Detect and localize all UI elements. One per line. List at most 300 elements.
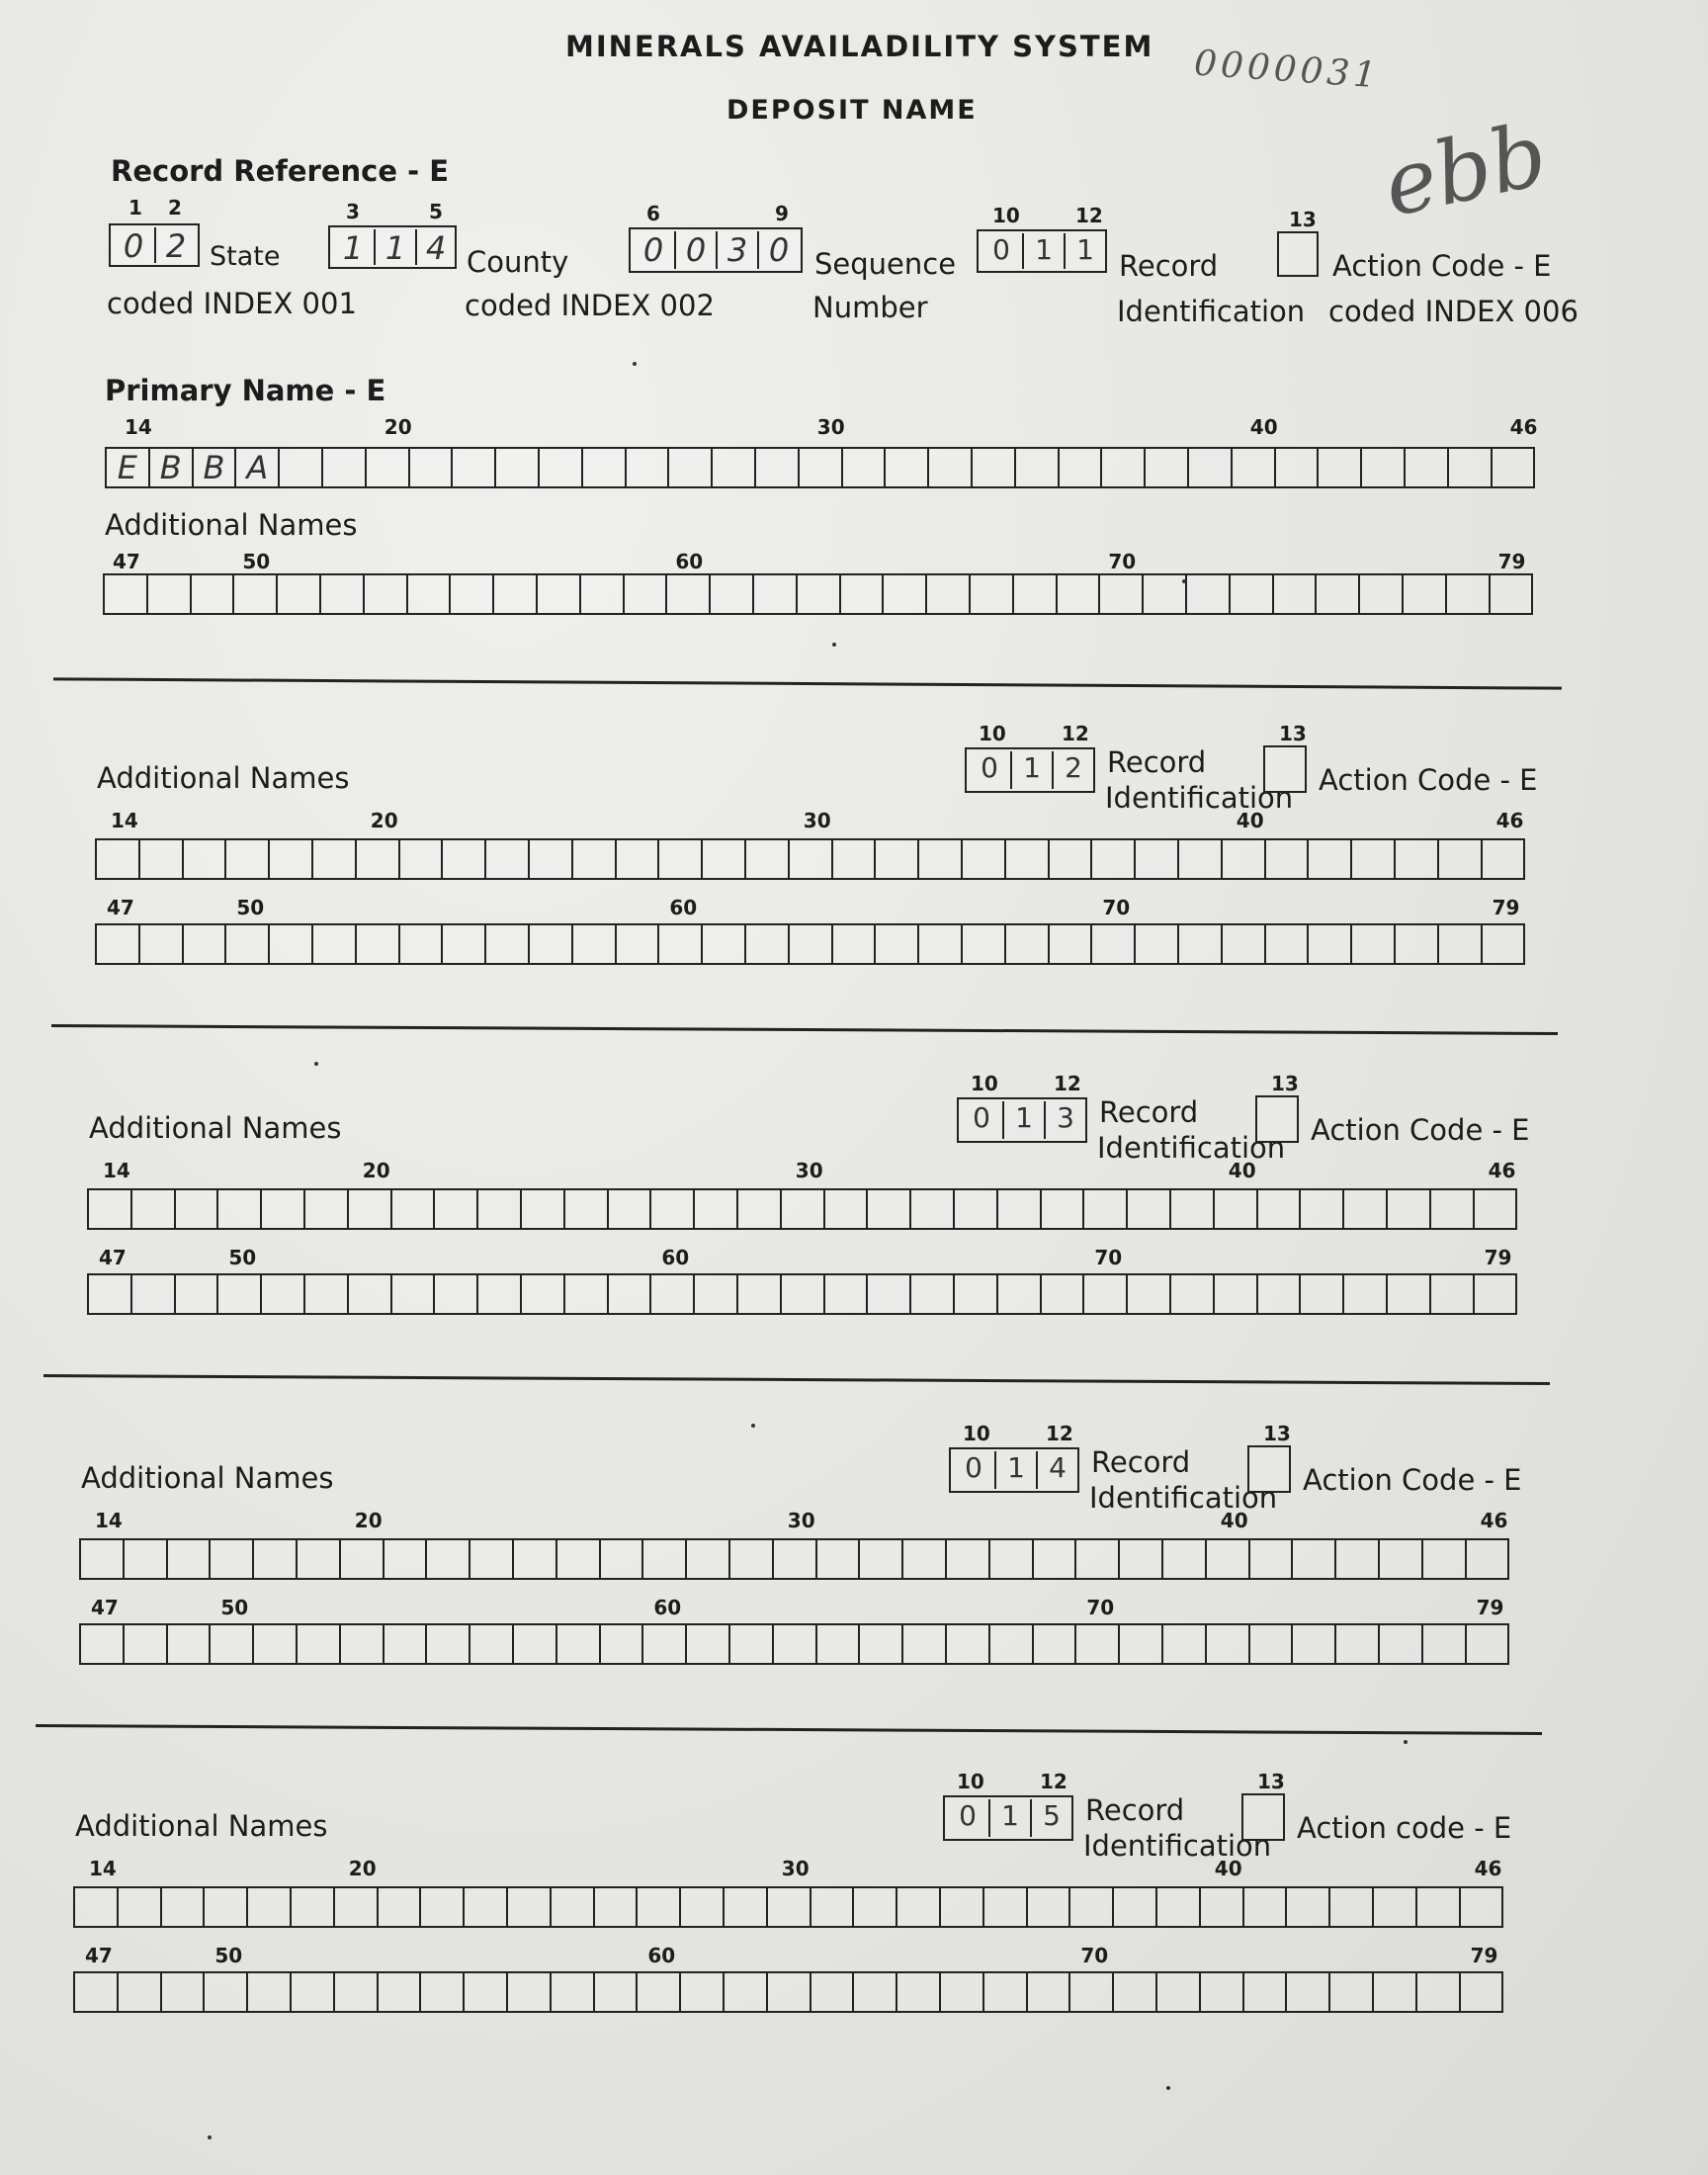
additional-names-cell[interactable] bbox=[607, 1188, 652, 1230]
additional-names-cell[interactable] bbox=[138, 838, 184, 880]
additional-names-cell[interactable] bbox=[866, 1273, 911, 1315]
additional-names-cell[interactable] bbox=[555, 1538, 601, 1580]
additional-names-cell[interactable] bbox=[1032, 1623, 1077, 1665]
additional-names-cell[interactable] bbox=[1090, 838, 1136, 880]
additional-names-cell[interactable] bbox=[1291, 1538, 1336, 1580]
additional-names-cell[interactable] bbox=[815, 1538, 861, 1580]
additional-names-cell[interactable] bbox=[917, 923, 963, 965]
additional-names-cell[interactable] bbox=[925, 573, 971, 615]
additional-names-cell[interactable] bbox=[1248, 1623, 1294, 1665]
additional-names-cell[interactable] bbox=[311, 838, 357, 880]
action-code-field[interactable] bbox=[1255, 1095, 1299, 1143]
additional-names-cell[interactable] bbox=[246, 1971, 292, 2013]
action-code-field[interactable] bbox=[1263, 745, 1307, 793]
primary-name-cell[interactable] bbox=[538, 447, 583, 488]
additional-names-cell[interactable] bbox=[866, 1188, 911, 1230]
additional-names-cell[interactable] bbox=[252, 1623, 298, 1665]
additional-names-cell[interactable] bbox=[1068, 1886, 1114, 1928]
additional-names-cell[interactable] bbox=[1213, 1188, 1258, 1230]
additional-names-cell[interactable] bbox=[728, 1538, 774, 1580]
additional-names-cell[interactable] bbox=[347, 1188, 392, 1230]
additional-names-cell[interactable] bbox=[1272, 573, 1318, 615]
primary-name-cell[interactable] bbox=[1144, 447, 1189, 488]
additional-names-cell[interactable] bbox=[550, 1971, 595, 2013]
additional-names-cell[interactable] bbox=[657, 838, 703, 880]
additional-names-cell[interactable] bbox=[996, 1188, 1042, 1230]
additional-names-cell[interactable] bbox=[1358, 573, 1404, 615]
additional-names-cell[interactable] bbox=[744, 923, 790, 965]
primary-name-cell[interactable] bbox=[1014, 447, 1060, 488]
additional-names-cell[interactable] bbox=[1291, 1623, 1336, 1665]
additional-names-cell[interactable] bbox=[363, 573, 408, 615]
additional-names-cell[interactable] bbox=[550, 1886, 595, 1928]
additional-names-cell[interactable] bbox=[780, 1273, 825, 1315]
additional-names-cell[interactable] bbox=[1386, 1188, 1431, 1230]
additional-names-cell[interactable] bbox=[772, 1623, 817, 1665]
additional-names-cell[interactable] bbox=[174, 1273, 219, 1315]
additional-names-cell[interactable] bbox=[87, 1273, 132, 1315]
additional-names-cell[interactable] bbox=[79, 1623, 125, 1665]
additional-names-cell[interactable] bbox=[1213, 1273, 1258, 1315]
additional-names-cell[interactable] bbox=[1394, 923, 1439, 965]
additional-names-cell[interactable] bbox=[1372, 1886, 1417, 1928]
additional-names-cell[interactable] bbox=[1026, 1971, 1071, 2013]
additional-names-cell[interactable] bbox=[679, 1971, 725, 2013]
primary-name-cell[interactable] bbox=[1274, 447, 1320, 488]
additional-names-cell[interactable] bbox=[146, 573, 192, 615]
additional-names-cell[interactable] bbox=[953, 1273, 998, 1315]
additional-names-cell[interactable] bbox=[961, 838, 1006, 880]
additional-names-cell[interactable] bbox=[268, 923, 313, 965]
additional-names-cell[interactable] bbox=[476, 1188, 522, 1230]
additional-names-cell[interactable] bbox=[939, 1971, 984, 2013]
primary-name-cell[interactable] bbox=[841, 447, 887, 488]
additional-names-cell[interactable] bbox=[333, 1971, 379, 2013]
additional-names-cell[interactable] bbox=[512, 1623, 557, 1665]
additional-names-cell[interactable] bbox=[766, 1971, 811, 2013]
primary-name-cell[interactable] bbox=[1187, 447, 1233, 488]
additional-names-cell[interactable] bbox=[641, 1538, 687, 1580]
additional-names-cell[interactable] bbox=[296, 1623, 341, 1665]
additional-names-cell[interactable] bbox=[852, 1886, 897, 1928]
additional-names-cell[interactable] bbox=[649, 1188, 695, 1230]
additional-names-cell[interactable] bbox=[780, 1188, 825, 1230]
additional-names-cell[interactable] bbox=[636, 1886, 681, 1928]
additional-names-cell[interactable] bbox=[406, 573, 452, 615]
additional-names-cell[interactable] bbox=[961, 923, 1006, 965]
additional-names-cell[interactable] bbox=[1264, 923, 1310, 965]
additional-names-cell[interactable] bbox=[1056, 573, 1101, 615]
primary-name-cell[interactable] bbox=[451, 447, 496, 488]
additional-names-cell[interactable] bbox=[1256, 1188, 1302, 1230]
additional-names-cell[interactable] bbox=[623, 573, 668, 615]
additional-names-cell[interactable] bbox=[303, 1188, 349, 1230]
additional-names-cell[interactable] bbox=[593, 1886, 639, 1928]
additional-names-cell[interactable] bbox=[123, 1538, 168, 1580]
additional-names-cell[interactable] bbox=[988, 1538, 1034, 1580]
additional-names-cell[interactable] bbox=[709, 573, 754, 615]
additional-names-cell[interactable] bbox=[896, 1886, 941, 1928]
additional-names-cell[interactable] bbox=[377, 1971, 422, 2013]
additional-names-cell[interactable] bbox=[506, 1886, 552, 1928]
additional-names-cell[interactable] bbox=[736, 1188, 782, 1230]
additional-names-cell[interactable] bbox=[1402, 573, 1447, 615]
additional-names-cell[interactable] bbox=[901, 1623, 947, 1665]
additional-names-cell[interactable] bbox=[723, 1971, 768, 2013]
additional-names-cell[interactable] bbox=[969, 573, 1014, 615]
additional-names-cell[interactable] bbox=[383, 1538, 428, 1580]
primary-name-cell[interactable] bbox=[971, 447, 1016, 488]
additional-names-cell[interactable] bbox=[1242, 1971, 1288, 2013]
additional-names-cell[interactable] bbox=[766, 1886, 811, 1928]
additional-names-cell[interactable] bbox=[268, 838, 313, 880]
additional-names-cell[interactable] bbox=[203, 1886, 248, 1928]
additional-names-cell[interactable] bbox=[1378, 1623, 1423, 1665]
additional-names-cell[interactable] bbox=[355, 923, 400, 965]
additional-names-cell[interactable] bbox=[823, 1273, 869, 1315]
additional-names-cell[interactable] bbox=[831, 923, 877, 965]
additional-names-cell[interactable] bbox=[788, 838, 833, 880]
additional-names-cell[interactable] bbox=[469, 1623, 514, 1665]
additional-names-cell[interactable] bbox=[1082, 1188, 1128, 1230]
additional-names-cell[interactable] bbox=[996, 1273, 1042, 1315]
additional-names-cell[interactable] bbox=[728, 1623, 774, 1665]
additional-names-cell[interactable] bbox=[433, 1273, 478, 1315]
additional-names-cell[interactable] bbox=[736, 1273, 782, 1315]
additional-names-cell[interactable] bbox=[1205, 1538, 1250, 1580]
additional-names-cell[interactable] bbox=[1307, 838, 1352, 880]
additional-names-cell[interactable] bbox=[858, 1538, 903, 1580]
additional-names-cell[interactable] bbox=[224, 838, 270, 880]
additional-names-cell[interactable] bbox=[1421, 1623, 1467, 1665]
additional-names-cell[interactable] bbox=[103, 573, 148, 615]
additional-names-cell[interactable] bbox=[1299, 1188, 1344, 1230]
additional-names-cell[interactable] bbox=[1118, 1538, 1163, 1580]
additional-names-cell[interactable] bbox=[95, 923, 140, 965]
additional-names-cell[interactable] bbox=[788, 923, 833, 965]
additional-names-cell[interactable] bbox=[1185, 573, 1231, 615]
additional-names-cell[interactable] bbox=[607, 1273, 652, 1315]
additional-names-cell[interactable] bbox=[528, 838, 573, 880]
primary-name-cell[interactable] bbox=[711, 447, 756, 488]
additional-names-cell[interactable] bbox=[815, 1623, 861, 1665]
additional-names-cell[interactable] bbox=[1169, 1273, 1215, 1315]
additional-names-cell[interactable] bbox=[1040, 1273, 1085, 1315]
additional-names-cell[interactable] bbox=[1285, 1886, 1330, 1928]
additional-names-cell[interactable] bbox=[1315, 573, 1360, 615]
additional-names-cell[interactable] bbox=[138, 923, 184, 965]
additional-names-cell[interactable] bbox=[1248, 1538, 1294, 1580]
additional-names-cell[interactable] bbox=[939, 1886, 984, 1928]
additional-names-cell[interactable] bbox=[988, 1623, 1034, 1665]
additional-names-cell[interactable] bbox=[276, 573, 321, 615]
additional-names-cell[interactable] bbox=[1068, 1971, 1114, 2013]
additional-names-cell[interactable] bbox=[1112, 1971, 1157, 2013]
additional-names-cell[interactable] bbox=[665, 573, 711, 615]
additional-names-cell[interactable] bbox=[484, 838, 530, 880]
additional-names-cell[interactable] bbox=[1481, 838, 1526, 880]
additional-names-cell[interactable] bbox=[441, 923, 486, 965]
additional-names-cell[interactable] bbox=[1473, 1188, 1518, 1230]
additional-names-cell[interactable] bbox=[839, 573, 885, 615]
primary-name-cell[interactable] bbox=[278, 447, 323, 488]
additional-names-cell[interactable] bbox=[649, 1273, 695, 1315]
additional-names-cell[interactable] bbox=[810, 1971, 855, 2013]
action-code-field[interactable] bbox=[1247, 1445, 1291, 1493]
additional-names-cell[interactable] bbox=[1118, 1623, 1163, 1665]
additional-names-cell[interactable] bbox=[441, 838, 486, 880]
additional-names-cell[interactable] bbox=[232, 573, 278, 615]
additional-names-cell[interactable] bbox=[377, 1886, 422, 1928]
additional-names-cell[interactable] bbox=[901, 1538, 947, 1580]
primary-name-cell[interactable] bbox=[1058, 447, 1103, 488]
additional-names-cell[interactable] bbox=[1205, 1623, 1250, 1665]
additional-names-cell[interactable] bbox=[355, 838, 400, 880]
additional-names-cell[interactable] bbox=[744, 838, 790, 880]
additional-names-cell[interactable] bbox=[463, 1971, 508, 2013]
additional-names-cell[interactable] bbox=[1334, 1538, 1380, 1580]
additional-names-cell[interactable] bbox=[339, 1623, 384, 1665]
additional-names-cell[interactable] bbox=[130, 1188, 176, 1230]
additional-names-cell[interactable] bbox=[1415, 1971, 1461, 2013]
additional-names-cell[interactable] bbox=[1256, 1273, 1302, 1315]
additional-names-cell[interactable] bbox=[593, 1971, 639, 2013]
additional-names-cell[interactable] bbox=[182, 923, 227, 965]
additional-names-cell[interactable] bbox=[615, 923, 660, 965]
additional-names-cell[interactable] bbox=[1126, 1273, 1171, 1315]
additional-names-cell[interactable] bbox=[209, 1538, 254, 1580]
additional-names-cell[interactable] bbox=[383, 1623, 428, 1665]
additional-names-cell[interactable] bbox=[852, 1971, 897, 2013]
primary-name-cell[interactable] bbox=[494, 447, 540, 488]
additional-names-cell[interactable] bbox=[246, 1886, 292, 1928]
additional-names-cell[interactable] bbox=[1350, 923, 1396, 965]
additional-names-cell[interactable] bbox=[1012, 573, 1058, 615]
additional-names-cell[interactable] bbox=[339, 1538, 384, 1580]
additional-names-cell[interactable] bbox=[752, 573, 798, 615]
additional-names-cell[interactable] bbox=[190, 573, 235, 615]
additional-names-cell[interactable] bbox=[160, 1971, 206, 2013]
additional-names-cell[interactable] bbox=[1328, 1886, 1374, 1928]
primary-name-cell[interactable] bbox=[321, 447, 367, 488]
additional-names-cell[interactable] bbox=[425, 1623, 470, 1665]
additional-names-cell[interactable] bbox=[571, 923, 617, 965]
additional-names-cell[interactable] bbox=[679, 1886, 725, 1928]
additional-names-cell[interactable] bbox=[723, 1886, 768, 1928]
additional-names-cell[interactable] bbox=[555, 1623, 601, 1665]
additional-names-cell[interactable] bbox=[1040, 1188, 1085, 1230]
additional-names-cell[interactable] bbox=[772, 1538, 817, 1580]
additional-names-cell[interactable] bbox=[810, 1886, 855, 1928]
additional-names-cell[interactable] bbox=[1161, 1538, 1207, 1580]
additional-names-cell[interactable] bbox=[166, 1623, 212, 1665]
additional-names-cell[interactable] bbox=[874, 838, 919, 880]
additional-names-cell[interactable] bbox=[390, 1188, 436, 1230]
additional-names-cell[interactable] bbox=[1334, 1623, 1380, 1665]
additional-names-cell[interactable] bbox=[1082, 1273, 1128, 1315]
action-code-field[interactable] bbox=[1241, 1793, 1285, 1841]
additional-names-cell[interactable] bbox=[599, 1538, 644, 1580]
additional-names-cell[interactable] bbox=[685, 1538, 730, 1580]
additional-names-cell[interactable] bbox=[982, 1886, 1028, 1928]
additional-names-cell[interactable] bbox=[166, 1538, 212, 1580]
additional-names-cell[interactable] bbox=[419, 1886, 465, 1928]
primary-name-cell[interactable]: B bbox=[192, 447, 237, 488]
additional-names-cell[interactable] bbox=[1169, 1188, 1215, 1230]
additional-names-cell[interactable] bbox=[79, 1538, 125, 1580]
additional-names-cell[interactable] bbox=[657, 923, 703, 965]
additional-names-cell[interactable] bbox=[615, 838, 660, 880]
additional-names-cell[interactable] bbox=[512, 1538, 557, 1580]
additional-names-cell[interactable] bbox=[796, 573, 841, 615]
additional-names-cell[interactable] bbox=[1342, 1188, 1388, 1230]
additional-names-cell[interactable] bbox=[1489, 573, 1534, 615]
additional-names-cell[interactable] bbox=[1221, 923, 1266, 965]
additional-names-cell[interactable] bbox=[1090, 923, 1136, 965]
additional-names-cell[interactable] bbox=[398, 838, 444, 880]
additional-names-cell[interactable] bbox=[160, 1886, 206, 1928]
primary-name-cell[interactable] bbox=[798, 447, 843, 488]
additional-names-cell[interactable] bbox=[636, 1971, 681, 2013]
additional-names-cell[interactable] bbox=[1048, 838, 1093, 880]
primary-name-cell[interactable]: A bbox=[234, 447, 280, 488]
additional-names-cell[interactable] bbox=[260, 1188, 305, 1230]
additional-names-cell[interactable] bbox=[1074, 1538, 1120, 1580]
additional-names-cell[interactable] bbox=[1350, 838, 1396, 880]
additional-names-cell[interactable] bbox=[123, 1623, 168, 1665]
additional-names-cell[interactable] bbox=[953, 1188, 998, 1230]
additional-names-cell[interactable] bbox=[216, 1188, 262, 1230]
additional-names-cell[interactable] bbox=[252, 1538, 298, 1580]
additional-names-cell[interactable] bbox=[1473, 1273, 1518, 1315]
primary-name-cell[interactable] bbox=[927, 447, 973, 488]
additional-names-cell[interactable] bbox=[909, 1188, 955, 1230]
additional-names-cell[interactable] bbox=[1299, 1273, 1344, 1315]
primary-name-cell[interactable]: B bbox=[148, 447, 194, 488]
additional-names-cell[interactable] bbox=[260, 1273, 305, 1315]
additional-names-cell[interactable] bbox=[685, 1623, 730, 1665]
additional-names-cell[interactable] bbox=[1445, 573, 1491, 615]
additional-names-cell[interactable] bbox=[896, 1971, 941, 2013]
additional-names-cell[interactable] bbox=[463, 1886, 508, 1928]
additional-names-cell[interactable] bbox=[571, 838, 617, 880]
additional-names-cell[interactable] bbox=[1126, 1188, 1171, 1230]
additional-names-cell[interactable] bbox=[1142, 573, 1187, 615]
primary-name-cell[interactable] bbox=[365, 447, 410, 488]
additional-names-cell[interactable] bbox=[917, 838, 963, 880]
additional-names-cell[interactable] bbox=[874, 923, 919, 965]
additional-names-cell[interactable] bbox=[1386, 1273, 1431, 1315]
additional-names-cell[interactable] bbox=[1177, 923, 1223, 965]
additional-names-cell[interactable] bbox=[1415, 1886, 1461, 1928]
additional-names-cell[interactable] bbox=[290, 1886, 335, 1928]
additional-names-cell[interactable] bbox=[1134, 923, 1179, 965]
additional-names-cell[interactable] bbox=[1394, 838, 1439, 880]
primary-name-cell[interactable] bbox=[1100, 447, 1146, 488]
additional-names-cell[interactable] bbox=[216, 1273, 262, 1315]
primary-name-cell[interactable] bbox=[581, 447, 627, 488]
additional-names-cell[interactable] bbox=[290, 1971, 335, 2013]
additional-names-cell[interactable] bbox=[563, 1188, 609, 1230]
primary-name-cell[interactable] bbox=[884, 447, 929, 488]
additional-names-cell[interactable] bbox=[390, 1273, 436, 1315]
additional-names-cell[interactable] bbox=[117, 1886, 162, 1928]
additional-names-cell[interactable] bbox=[469, 1538, 514, 1580]
additional-names-cell[interactable] bbox=[1004, 923, 1050, 965]
additional-names-cell[interactable] bbox=[1112, 1886, 1157, 1928]
additional-names-cell[interactable] bbox=[209, 1623, 254, 1665]
additional-names-cell[interactable] bbox=[1421, 1538, 1467, 1580]
additional-names-cell[interactable] bbox=[73, 1971, 119, 2013]
additional-names-cell[interactable] bbox=[563, 1273, 609, 1315]
primary-name-cell[interactable] bbox=[1360, 447, 1406, 488]
additional-names-cell[interactable] bbox=[1074, 1623, 1120, 1665]
additional-names-cell[interactable] bbox=[476, 1273, 522, 1315]
additional-names-cell[interactable] bbox=[1161, 1623, 1207, 1665]
additional-names-cell[interactable] bbox=[1155, 1971, 1201, 2013]
additional-names-cell[interactable] bbox=[1465, 1623, 1510, 1665]
additional-names-cell[interactable] bbox=[347, 1273, 392, 1315]
additional-names-cell[interactable] bbox=[1285, 1971, 1330, 2013]
additional-names-cell[interactable] bbox=[701, 923, 746, 965]
additional-names-cell[interactable] bbox=[224, 923, 270, 965]
additional-names-cell[interactable] bbox=[1177, 838, 1223, 880]
additional-names-cell[interactable] bbox=[693, 1188, 738, 1230]
additional-names-cell[interactable] bbox=[419, 1971, 465, 2013]
additional-names-cell[interactable] bbox=[1026, 1886, 1071, 1928]
primary-name-cell[interactable] bbox=[1231, 447, 1276, 488]
additional-names-cell[interactable] bbox=[909, 1273, 955, 1315]
additional-names-cell[interactable] bbox=[982, 1971, 1028, 2013]
additional-names-cell[interactable] bbox=[701, 838, 746, 880]
additional-names-cell[interactable] bbox=[1004, 838, 1050, 880]
primary-name-cell[interactable] bbox=[667, 447, 713, 488]
primary-name-cell[interactable]: E bbox=[105, 447, 150, 488]
additional-names-cell[interactable] bbox=[333, 1886, 379, 1928]
action-code-field[interactable] bbox=[1277, 231, 1319, 277]
additional-names-cell[interactable] bbox=[319, 573, 365, 615]
additional-names-cell[interactable] bbox=[433, 1188, 478, 1230]
additional-names-cell[interactable] bbox=[528, 923, 573, 965]
additional-names-cell[interactable] bbox=[203, 1971, 248, 2013]
additional-names-cell[interactable] bbox=[117, 1971, 162, 2013]
additional-names-cell[interactable] bbox=[579, 573, 625, 615]
additional-names-cell[interactable] bbox=[693, 1273, 738, 1315]
additional-names-cell[interactable] bbox=[945, 1623, 990, 1665]
additional-names-cell[interactable] bbox=[95, 838, 140, 880]
additional-names-cell[interactable] bbox=[520, 1273, 565, 1315]
additional-names-cell[interactable] bbox=[1229, 573, 1274, 615]
additional-names-cell[interactable] bbox=[1437, 838, 1483, 880]
additional-names-cell[interactable] bbox=[1307, 923, 1352, 965]
additional-names-cell[interactable] bbox=[296, 1538, 341, 1580]
additional-names-cell[interactable] bbox=[823, 1188, 869, 1230]
primary-name-cell[interactable] bbox=[754, 447, 800, 488]
additional-names-cell[interactable] bbox=[182, 838, 227, 880]
additional-names-cell[interactable] bbox=[492, 573, 538, 615]
additional-names-cell[interactable] bbox=[1481, 923, 1526, 965]
additional-names-cell[interactable] bbox=[1264, 838, 1310, 880]
additional-names-cell[interactable] bbox=[858, 1623, 903, 1665]
primary-name-cell[interactable] bbox=[1491, 447, 1536, 488]
additional-names-cell[interactable] bbox=[1328, 1971, 1374, 2013]
additional-names-cell[interactable] bbox=[536, 573, 581, 615]
additional-names-cell[interactable] bbox=[1437, 923, 1483, 965]
additional-names-cell[interactable] bbox=[1459, 1886, 1504, 1928]
additional-names-cell[interactable] bbox=[1342, 1273, 1388, 1315]
additional-names-cell[interactable] bbox=[1048, 923, 1093, 965]
additional-names-cell[interactable] bbox=[1372, 1971, 1417, 2013]
